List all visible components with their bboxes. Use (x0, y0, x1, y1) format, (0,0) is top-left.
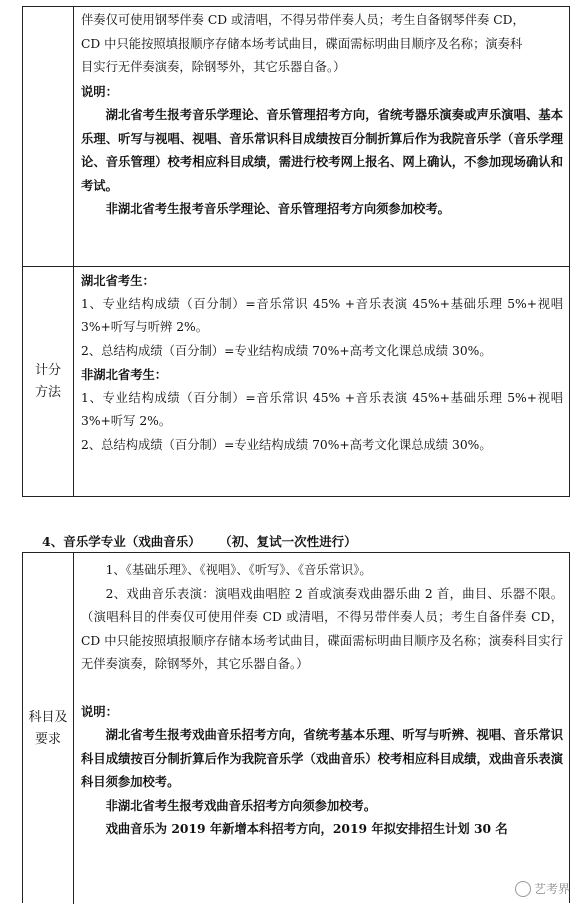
non-hubei-title: 非湖北省考生： (81, 367, 168, 382)
note-paragraph: 戏曲音乐为 2019 年新增本科招考方向，2019 年拟安排招生计划 30 名 (105, 821, 508, 836)
label-line: 要求 (34, 731, 61, 747)
label-line: 计分 (34, 362, 61, 378)
table2-row (23, 553, 569, 904)
table1-row1-content (74, 7, 569, 266)
note-paragraph: 非湖北省考生报考戏曲音乐招考方向须参加校考。 (105, 797, 377, 813)
table1-row-scoring (23, 266, 569, 496)
blank-line (81, 677, 563, 700)
wechat-icon (515, 881, 531, 897)
requirements-table-2 (22, 552, 570, 903)
hubei-title: 湖北省考生： (81, 273, 155, 288)
formula-line: 2、总结构成绩（百分制）=专业结构成绩 70%+高考文化课总成绩 30%。 (81, 437, 492, 452)
subjects-requirements-label (23, 553, 74, 904)
formula-line: 2、总结构成绩（百分制）=专业结构成绩 70%+高考文化课总成绩 30%。 (81, 343, 492, 358)
table1-row1-label (23, 7, 74, 266)
label-line: 科目及 (28, 709, 68, 725)
text-line: 伴奏仅可使用钢琴伴奏 CD 或清唱，不得另带伴奏人员；考生自备钢琴伴奏 CD， (81, 13, 525, 27)
watermark-text: 艺考界 (533, 882, 570, 896)
subjects-requirements-content (74, 553, 569, 904)
formula-line: 1、专业结构成绩（百分制）=音乐常识 45% +音乐表演 45%+基础乐理 5%+视唱 3%+听写与听辨 2%。 (81, 296, 563, 334)
scoring-method-content (74, 267, 569, 496)
note-label: 说明： (81, 83, 118, 99)
section-subtitle: （初、复试一次性进行） (219, 534, 357, 549)
subject-item: 2、戏曲音乐表演：演唱戏曲唱腔 2 首或演奏戏曲器乐曲 2 首，曲目、乐器不限。（演唱科目的伴奏仅可使用伴奏 CD 或清唱，不得另带伴奏人员；考生自备伴奏 CD，CD 中只能按照填报顺序存储本场考试曲目，碟面需标明曲目顺序及名称；演奏科目实行无伴奏演奏，除钢琴外，其它乐器自备。） (81, 586, 563, 671)
formula-line: 1、专业结构成绩（百分制）=音乐常识 45% +音乐表演 45%+基础乐理 5%+视唱 3%+听写 2%。 (81, 390, 563, 428)
note-paragraph: 湖北省考生报考戏曲音乐招考方向，省统考基本乐理、听写与听辨、视唱、音乐常识科目成绩按百分制折算后作为我院音乐学（戏曲音乐）校考相应科目成绩，戏曲音乐表演科目须参加校考。 (81, 727, 563, 789)
label-line: 方法 (34, 384, 61, 400)
subject-item: 1、《基础乐理》、《视唱》、《听写》、《音乐常识》。 (105, 563, 372, 577)
requirements-table-1 (22, 6, 570, 497)
note-paragraph: 湖北省考生报考音乐学理论、音乐管理招考方向，省统考器乐演奏或声乐演唱、基本乐理、听写与视唱、视唱、音乐常识科目成绩按百分制折算后作为我院音乐学（音乐学理论、音乐管理）校考相应科目成绩，需进行校考网上报名、网上确认，不参加现场确认和考试。 (81, 107, 563, 193)
section-title: 4、音乐学专业（戏曲音乐） (42, 534, 201, 549)
table1-row-requirements (23, 7, 569, 266)
note-label: 说明： (81, 703, 118, 719)
text-line: 目实行无伴奏演奏，除钢琴外，其它乐器自备。） (81, 60, 346, 74)
note-paragraph: 非湖北省考生报考音乐学理论、音乐管理招考方向须参加校考。 (105, 201, 450, 216)
text-line: CD 中只能按照填报顺序存储本场考试曲目，碟面需标明曲目顺序及名称；演奏科 (81, 36, 523, 51)
watermark (515, 880, 570, 897)
scoring-method-label (23, 267, 74, 496)
section-heading (42, 532, 371, 550)
